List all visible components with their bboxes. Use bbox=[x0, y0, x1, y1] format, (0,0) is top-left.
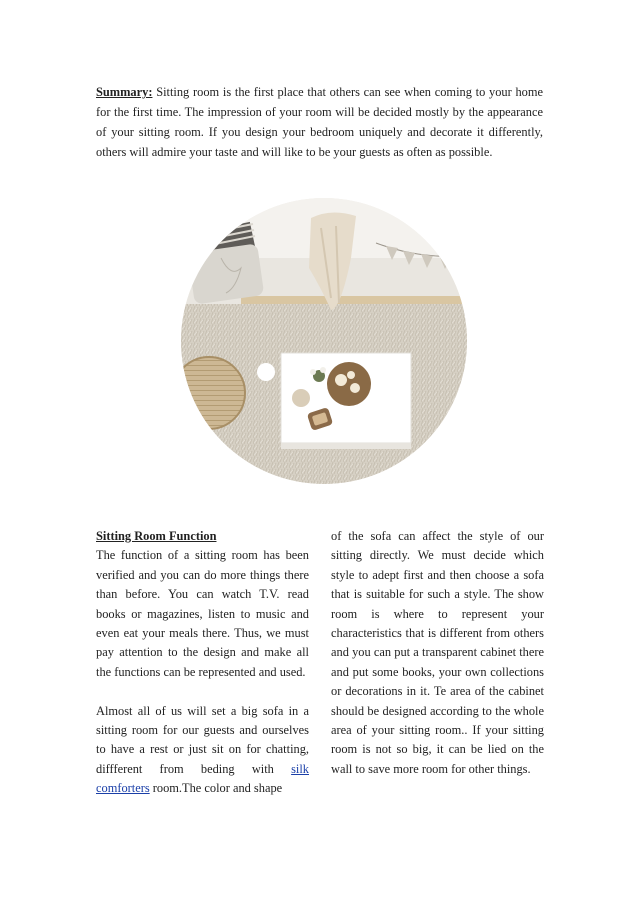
right-column bbox=[331, 527, 544, 779]
section-heading: Sitting Room Function bbox=[96, 529, 217, 543]
sofa-paragraph-text: Almost all of us will set a big sofa in a sitting room for our guests and ourselves to have a rest or just sit on for chatting, diffferent from beding with bbox=[96, 703, 309, 776]
summary-label: Summary: bbox=[96, 85, 153, 100]
sofa-paragraph-end: room.The color and shape bbox=[149, 781, 283, 796]
function-paragraph: The function of a sitting room has been verified and you can do more things there than before. You can watch T.V. read books or magazines, listen to music and even eat your meals there. Thus, we must pay attention to the design and make all the functions can be represented and used. bbox=[96, 548, 309, 679]
sofa-paragraph bbox=[96, 702, 309, 799]
summary-text: Sitting room is the first place that others can see when coming to your home for the first time. The impression of your room will be decided mostly by the appearance of your sitting room. If you design your bedroom uniquely and decorate it differently, others will admire your taste and will like to be your guests as often as possible. bbox=[96, 85, 543, 159]
left-column bbox=[96, 527, 309, 799]
summary-paragraph bbox=[96, 83, 543, 162]
sitting-room-photo bbox=[181, 198, 467, 484]
silk-comforters-link[interactable]: silk comforters bbox=[96, 761, 309, 796]
sofa-paragraph-continued: of the sofa can affect the style of our sitting directly. We must decide which style to adept first and then choose a sofa that is suitable for such a style. The show room is where to represent your characteristics that is different from others and you can put a transparent cabinet there and put some books, your own collections or decorations in it. Te area of the cabinet should be designed according to the whole area of your sitting room.. If your sitting room is not so big, it can be lied on the wall to save more room for other things. bbox=[331, 529, 544, 776]
